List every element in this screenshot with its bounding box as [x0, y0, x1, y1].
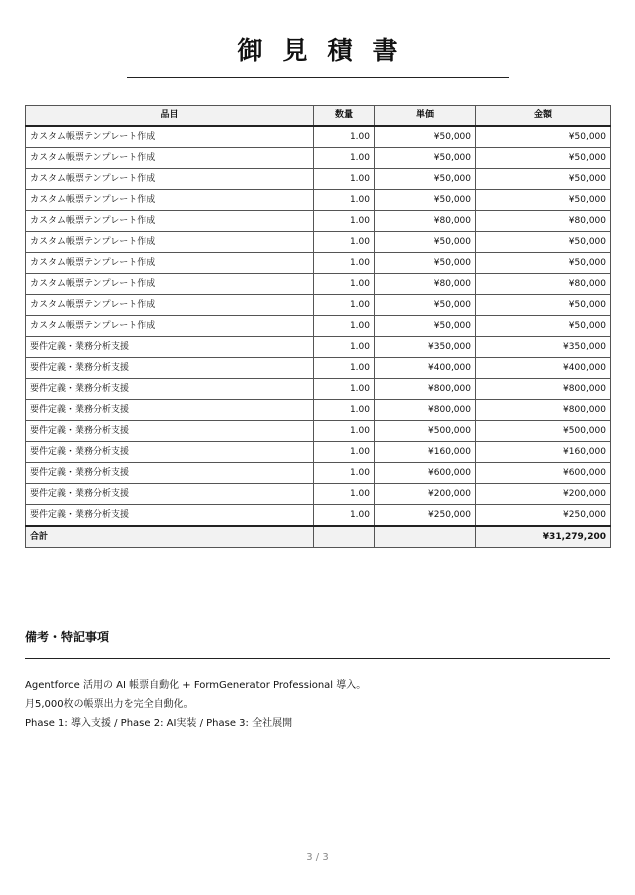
cell-amount: ¥250,000 [476, 505, 611, 527]
cell-qty: 1.00 [314, 148, 375, 169]
cell-unit-price: ¥800,000 [375, 400, 476, 421]
cell-item: 要件定義・業務分析支援 [26, 400, 314, 421]
table-row [26, 463, 611, 484]
cell-item: 要件定義・業務分析支援 [26, 463, 314, 484]
cell-unit-price: ¥80,000 [375, 211, 476, 232]
cell-amount: ¥50,000 [476, 232, 611, 253]
table-header-row [26, 106, 611, 127]
table-row [26, 358, 611, 379]
cell-amount: ¥600,000 [476, 463, 611, 484]
total-qty-cell [314, 526, 375, 548]
cell-unit-price: ¥250,000 [375, 505, 476, 527]
cell-item: 要件定義・業務分析支援 [26, 442, 314, 463]
cell-unit-price: ¥50,000 [375, 232, 476, 253]
cell-item: 要件定義・業務分析支援 [26, 337, 314, 358]
total-unit-price-cell [375, 526, 476, 548]
cell-amount: ¥50,000 [476, 148, 611, 169]
cell-unit-price: ¥200,000 [375, 484, 476, 505]
cell-unit-price: ¥600,000 [375, 463, 476, 484]
cell-unit-price: ¥50,000 [375, 190, 476, 211]
cell-qty: 1.00 [314, 274, 375, 295]
document-title: 御見積書 [237, 36, 418, 65]
cell-item: 要件定義・業務分析支援 [26, 505, 314, 527]
cell-item: 要件定義・業務分析支援 [26, 421, 314, 442]
cell-qty: 1.00 [314, 484, 375, 505]
notes-line: Phase 1: 導入支援 / Phase 2: AI実装 / Phase 3: 全社展開 [25, 718, 293, 729]
cell-item: 要件定義・業務分析支援 [26, 484, 314, 505]
total-label: 合計 [26, 526, 314, 548]
cell-amount: ¥50,000 [476, 190, 611, 211]
line-items-table [25, 105, 611, 548]
cell-amount: ¥500,000 [476, 421, 611, 442]
cell-qty: 1.00 [314, 316, 375, 337]
table-row [26, 316, 611, 337]
table-row [26, 190, 611, 211]
cell-unit-price: ¥80,000 [375, 274, 476, 295]
table-row [26, 274, 611, 295]
table-row [26, 379, 611, 400]
cell-qty: 1.00 [314, 232, 375, 253]
table-row [26, 421, 611, 442]
table-row [26, 126, 611, 148]
table-row [26, 148, 611, 169]
cell-item: カスタム帳票テンプレート作成 [26, 253, 314, 274]
cell-qty: 1.00 [314, 379, 375, 400]
cell-item: カスタム帳票テンプレート作成 [26, 169, 314, 190]
cell-item: カスタム帳票テンプレート作成 [26, 148, 314, 169]
notes-divider [25, 658, 610, 659]
notes-line: Agentforce 活用の AI 帳票自動化 + FormGenerator Professional 導入。 [25, 680, 367, 691]
cell-item: カスタム帳票テンプレート作成 [26, 232, 314, 253]
cell-unit-price: ¥160,000 [375, 442, 476, 463]
table-row [26, 295, 611, 316]
cell-qty: 1.00 [314, 190, 375, 211]
cell-amount: ¥50,000 [476, 295, 611, 316]
table-row [26, 337, 611, 358]
cell-qty: 1.00 [314, 400, 375, 421]
cell-unit-price: ¥50,000 [375, 169, 476, 190]
cell-qty: 1.00 [314, 463, 375, 484]
cell-amount: ¥400,000 [476, 358, 611, 379]
title-underline [127, 77, 509, 78]
cell-item: 要件定義・業務分析支援 [26, 358, 314, 379]
cell-amount: ¥80,000 [476, 211, 611, 232]
table-row [26, 484, 611, 505]
cell-qty: 1.00 [314, 169, 375, 190]
cell-amount: ¥200,000 [476, 484, 611, 505]
cell-unit-price: ¥50,000 [375, 253, 476, 274]
cell-item: カスタム帳票テンプレート作成 [26, 274, 314, 295]
cell-qty: 1.00 [314, 295, 375, 316]
cell-item: カスタム帳票テンプレート作成 [26, 126, 314, 148]
cell-qty: 1.00 [314, 421, 375, 442]
cell-amount: ¥350,000 [476, 337, 611, 358]
cell-amount: ¥50,000 [476, 126, 611, 148]
table-row [26, 442, 611, 463]
cell-item: 要件定義・業務分析支援 [26, 379, 314, 400]
cell-unit-price: ¥50,000 [375, 126, 476, 148]
cell-qty: 1.00 [314, 253, 375, 274]
cell-amount: ¥50,000 [476, 316, 611, 337]
cell-item: カスタム帳票テンプレート作成 [26, 211, 314, 232]
header-qty: 数量 [314, 106, 375, 127]
total-amount: ¥31,279,200 [476, 526, 611, 548]
page-number: 3 / 3 [306, 852, 329, 863]
table-row [26, 232, 611, 253]
notes-line: 月5,000枚の帳票出力を完全自動化。 [25, 699, 194, 710]
cell-qty: 1.00 [314, 358, 375, 379]
cell-amount: ¥50,000 [476, 253, 611, 274]
cell-unit-price: ¥500,000 [375, 421, 476, 442]
cell-unit-price: ¥50,000 [375, 316, 476, 337]
cell-item: カスタム帳票テンプレート作成 [26, 295, 314, 316]
header-amount: 金額 [476, 106, 611, 127]
cell-amount: ¥160,000 [476, 442, 611, 463]
table-row [26, 400, 611, 421]
table-row [26, 211, 611, 232]
cell-amount: ¥800,000 [476, 400, 611, 421]
cell-item: カスタム帳票テンプレート作成 [26, 190, 314, 211]
cell-qty: 1.00 [314, 337, 375, 358]
cell-item: カスタム帳票テンプレート作成 [26, 316, 314, 337]
table-row [26, 505, 611, 527]
cell-unit-price: ¥50,000 [375, 295, 476, 316]
notes-body [25, 676, 366, 733]
notes-heading: 備考・特記事項 [25, 630, 110, 644]
cell-amount: ¥80,000 [476, 274, 611, 295]
cell-amount: ¥50,000 [476, 169, 611, 190]
cell-qty: 1.00 [314, 126, 375, 148]
header-item: 品目 [26, 106, 314, 127]
cell-qty: 1.00 [314, 211, 375, 232]
total-row [26, 526, 611, 548]
table-row [26, 253, 611, 274]
cell-amount: ¥800,000 [476, 379, 611, 400]
cell-unit-price: ¥800,000 [375, 379, 476, 400]
cell-qty: 1.00 [314, 442, 375, 463]
cell-qty: 1.00 [314, 505, 375, 527]
table-body [26, 126, 611, 526]
cell-unit-price: ¥350,000 [375, 337, 476, 358]
table-row [26, 169, 611, 190]
cell-unit-price: ¥400,000 [375, 358, 476, 379]
cell-unit-price: ¥50,000 [375, 148, 476, 169]
header-unit-price: 単価 [375, 106, 476, 127]
